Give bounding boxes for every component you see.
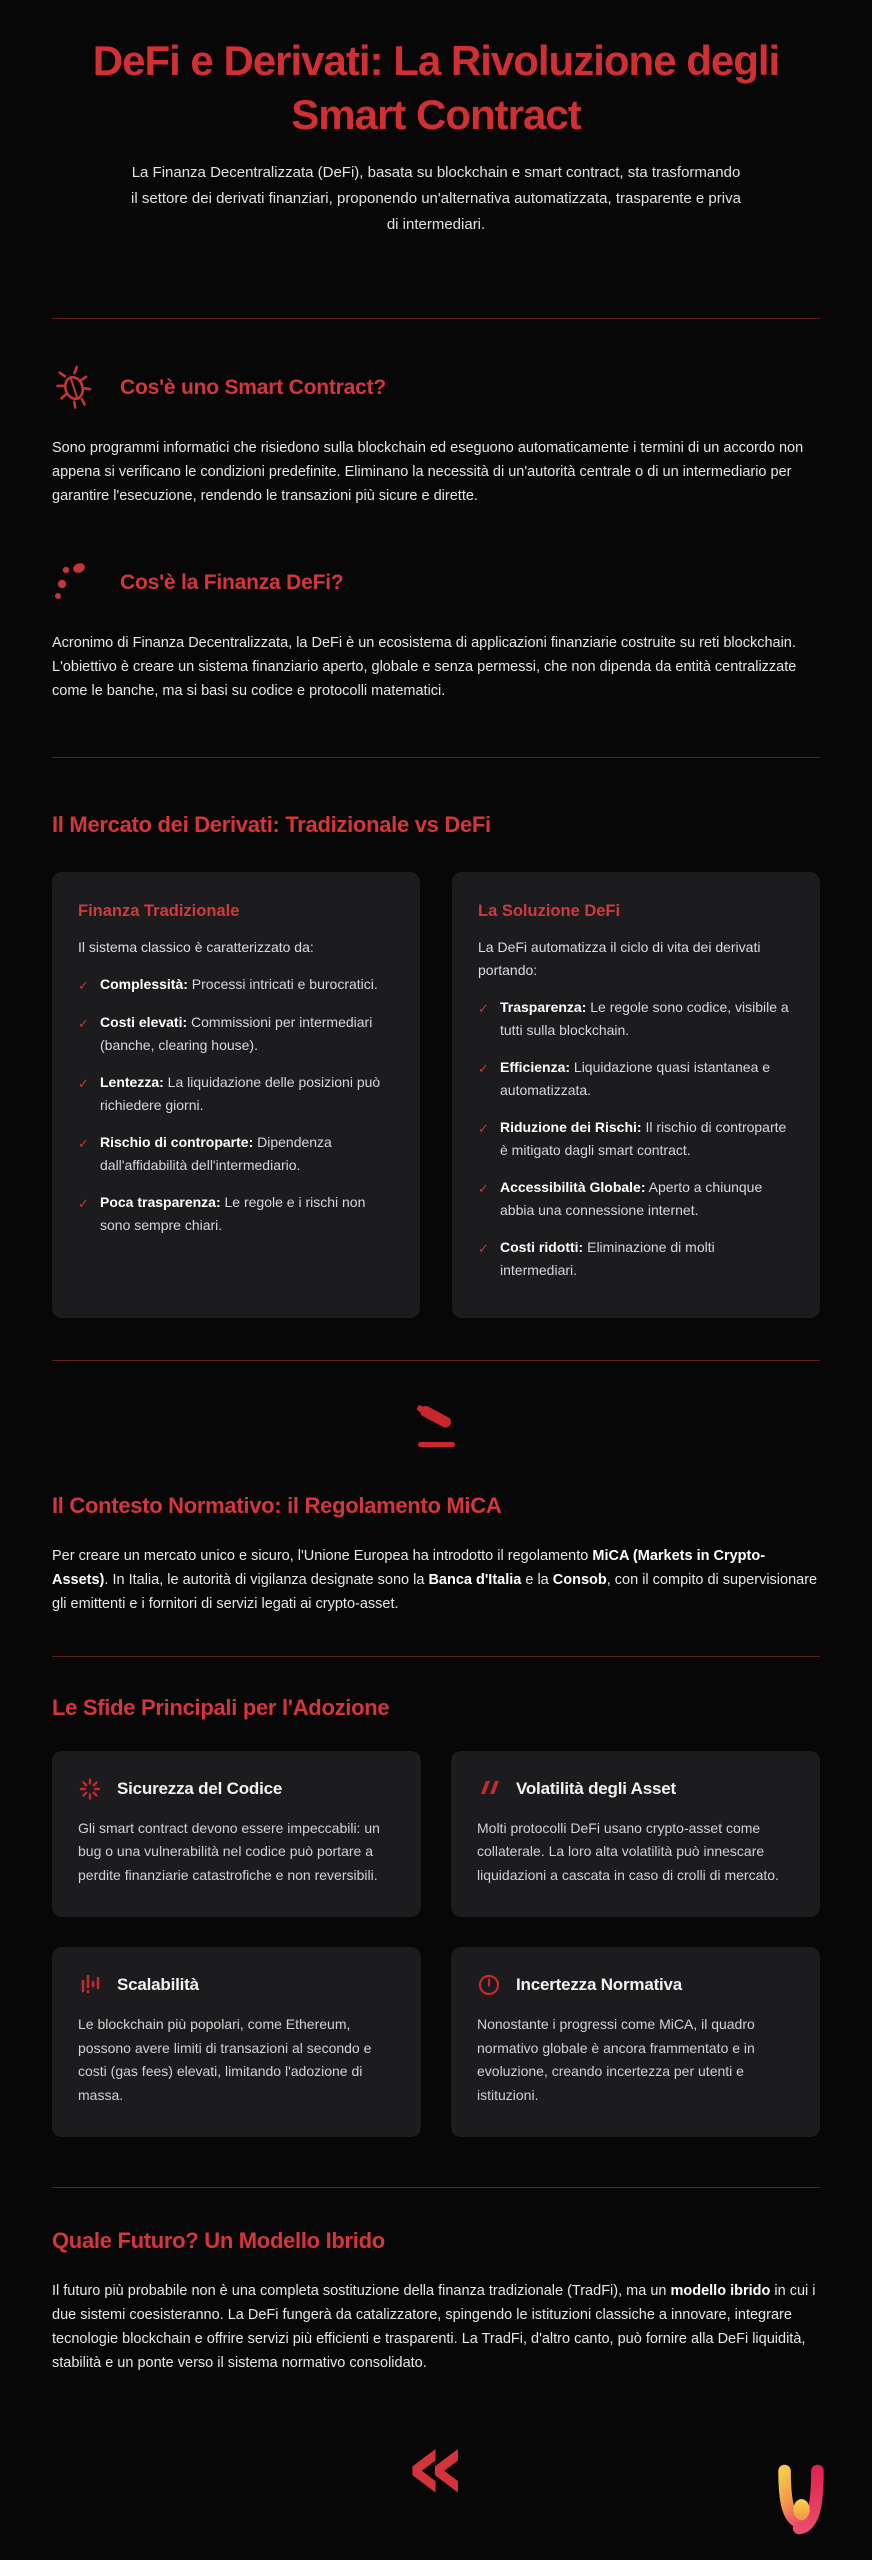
card-title: Sicurezza del Codice [117, 1778, 283, 1798]
list-item: ✓ Trasparenza: Le regole sono codice, visibile a tutti sulla blockchain. [478, 996, 794, 1042]
traditional-card-title: Finanza Tradizionale [78, 901, 240, 920]
future-paragraph: Il futuro più probabile non è una completa sostituzione della finanza tradizionale (TradFi), ma un modello ibrido in cui i due sistemi coesisteranno. La DeFi fungerà da catalizzatore, spingendo le istituzioni classiche a innovare, integrare tecnologie blockchain e offrire servizi più efficienti e trasparenti. La TradFi, d'altro canto, può fornire alla DeFi liquidità, stabilità e un ponte verso il sistema normativo consolidato. [52, 2283, 816, 2371]
check-icon: ✓ [78, 1015, 89, 1031]
equalizer-bars-icon [78, 1973, 102, 1997]
smart-contract-heading-row [52, 365, 820, 411]
market-section-title: Il Mercato dei Derivati: Tradizionale vs DeFi [52, 811, 491, 837]
page-title: DeFi e Derivati: La Rivoluzione degli Smart Contract [92, 37, 780, 138]
check-icon: ✓ [478, 1000, 489, 1016]
alert-circle-icon [477, 1973, 501, 1997]
card-title: Scalabilità [117, 1975, 199, 1994]
card-header [477, 1777, 794, 1801]
mica-paragraph: Per creare un mercato unico e sicuro, l'Unione Europea ha introdotto il regolamento MiCA (Markets in Crypto-Assets). In Italia, le autorità di vigilanza designate sono la Banca d'Italia e la Consob, con il compito di supervisionare gli emittenti e i fornitori di servizi legati ai crypto-asset. [52, 1547, 818, 1612]
defi-title: Cos'è la Finanza DeFi? [120, 570, 344, 594]
check-icon: ✓ [78, 1135, 89, 1151]
card-title: Incertezza Normativa [516, 1975, 683, 1994]
page-subtitle: La Finanza Decentralizzata (DeFi), basata su blockchain e smart contract, sta trasformando il settore dei derivati finanziari, proponendo un'alternativa automatizzata, trasparente e priva di intermediari. [131, 163, 741, 233]
double-quote-icon [477, 1777, 501, 1801]
defi-heading-row [52, 560, 820, 606]
check-icon: ✓ [478, 1120, 489, 1136]
defi-solution-card [452, 872, 820, 1318]
card-body: Molti protocolli DeFi usano crypto-asset come collaterale. La loro alta volatilità può innescare liquidazioni a cascata in caso di crolli di mercato. [477, 1819, 779, 1883]
section-divider [52, 318, 820, 319]
defi-checklist [478, 996, 794, 1282]
check-icon: ✓ [478, 1240, 489, 1256]
market-cards [52, 872, 820, 1318]
regulatory-uncertainty-card [451, 1947, 820, 2137]
section-divider [52, 1360, 820, 1361]
traditional-finance-card [52, 872, 420, 1318]
section-divider [52, 757, 820, 758]
section-divider [52, 1656, 820, 1657]
traditional-card-intro: Il sistema classico è caratterizzato da: [78, 938, 314, 955]
smart-contract-paragraph: Sono programmi informatici che risiedono sulla blockchain ed eseguono automaticamente i termini di un accordo non appena si verificano le condizioni predefinite. Eliminano la necessità di un'autorità centrale o di un intermediario per garantire l'esecuzione, rendendo le transazioni più sicure e dirette. [52, 439, 804, 504]
list-item: ✓ Efficienza: Liquidazione quasi istantanea e automatizzata. [478, 1056, 794, 1102]
scalability-card [52, 1947, 421, 2137]
future-section-title: Quale Futuro? Un Modello Ibrido [52, 2228, 385, 2253]
list-item: ✓ Rischio di controparte: Dipendenza dall'affidabilità dell'intermediario. [78, 1131, 394, 1177]
asset-volatility-card [451, 1751, 820, 1918]
brand-logo-u[interactable] [772, 2462, 830, 2538]
scatter-dots-icon [52, 560, 96, 606]
card-title: Volatilità degli Asset [516, 1778, 676, 1798]
bug-icon [52, 365, 96, 411]
check-icon: ✓ [78, 1075, 89, 1091]
list-item: ✓ Lentezza: La liquidazione delle posizioni può richiedere giorni. [78, 1071, 394, 1117]
challenge-cards [52, 1751, 820, 2138]
challenges-section-title: Le Sfide Principali per l'Adozione [52, 1694, 390, 1720]
card-body: Le blockchain più popolari, come Ethereum, possono avere limiti di transazioni al secondo e costi (gas fees) elevati, limitando l'adozione di massa. [78, 2016, 372, 2103]
check-icon: ✓ [478, 1180, 489, 1196]
list-item: ✓ Accessibilità Globale: Aperto a chiunque abbia una connessione internet. [478, 1176, 794, 1222]
list-item: ✓ Costi ridotti: Eliminazione di molti intermediari. [478, 1236, 794, 1282]
defi-card-intro: La DeFi automatizza il ciclo di vita dei derivati portando: [478, 938, 761, 978]
list-item: ✓ Poca trasparenza: Le regole e i rischi non sono sempre chiari. [78, 1191, 394, 1237]
card-body: Gli smart contract devono essere impeccabili: un bug o una vulnerabilità nel codice può portare a perdite finanziarie catastrofiche e non reversibili. [78, 1819, 380, 1883]
quote-guillemet-icon: « [404, 2410, 467, 2522]
check-icon: ✓ [78, 977, 89, 993]
pencil-signature-icon [52, 1397, 820, 1453]
spark-burst-icon [78, 1777, 102, 1801]
defi-card-title: La Soluzione DeFi [478, 901, 621, 920]
check-icon: ✓ [478, 1060, 489, 1076]
defi-paragraph: Acronimo di Finanza Decentralizzata, la DeFi è un ecosistema di applicazioni finanziarie costruite su reti blockchain. L'obiettivo è creare un sistema finanziario aperto, globale e senza permessi, che non dipenda da entità centralizzate come le banche, ma si basi su codice e protocolli matematici. [52, 634, 797, 699]
check-icon: ✓ [78, 1195, 89, 1211]
code-security-card [52, 1751, 421, 1918]
list-item: ✓ Complessità: Processi intricati e burocratici. [78, 973, 394, 997]
mica-section-title: Il Contesto Normativo: il Regolamento MiCA [52, 1492, 502, 1518]
traditional-checklist [78, 973, 394, 1237]
smart-contract-title: Cos'è uno Smart Contract? [120, 375, 387, 399]
list-item: ✓ Costi elevati: Commissioni per intermediari (banche, clearing house). [78, 1011, 394, 1057]
card-header [78, 1777, 395, 1801]
card-body: Nonostante i progressi come MiCA, il quadro normativo globale è ancora frammentato e in evoluzione, creando incertezza per utenti e istituzioni. [477, 2016, 755, 2103]
card-header [78, 1973, 395, 1997]
card-header [477, 1973, 794, 1997]
section-divider [52, 2187, 820, 2188]
list-item: ✓ Riduzione dei Rischi: Il rischio di controparte è mitigato dagli smart contract. [478, 1116, 794, 1162]
